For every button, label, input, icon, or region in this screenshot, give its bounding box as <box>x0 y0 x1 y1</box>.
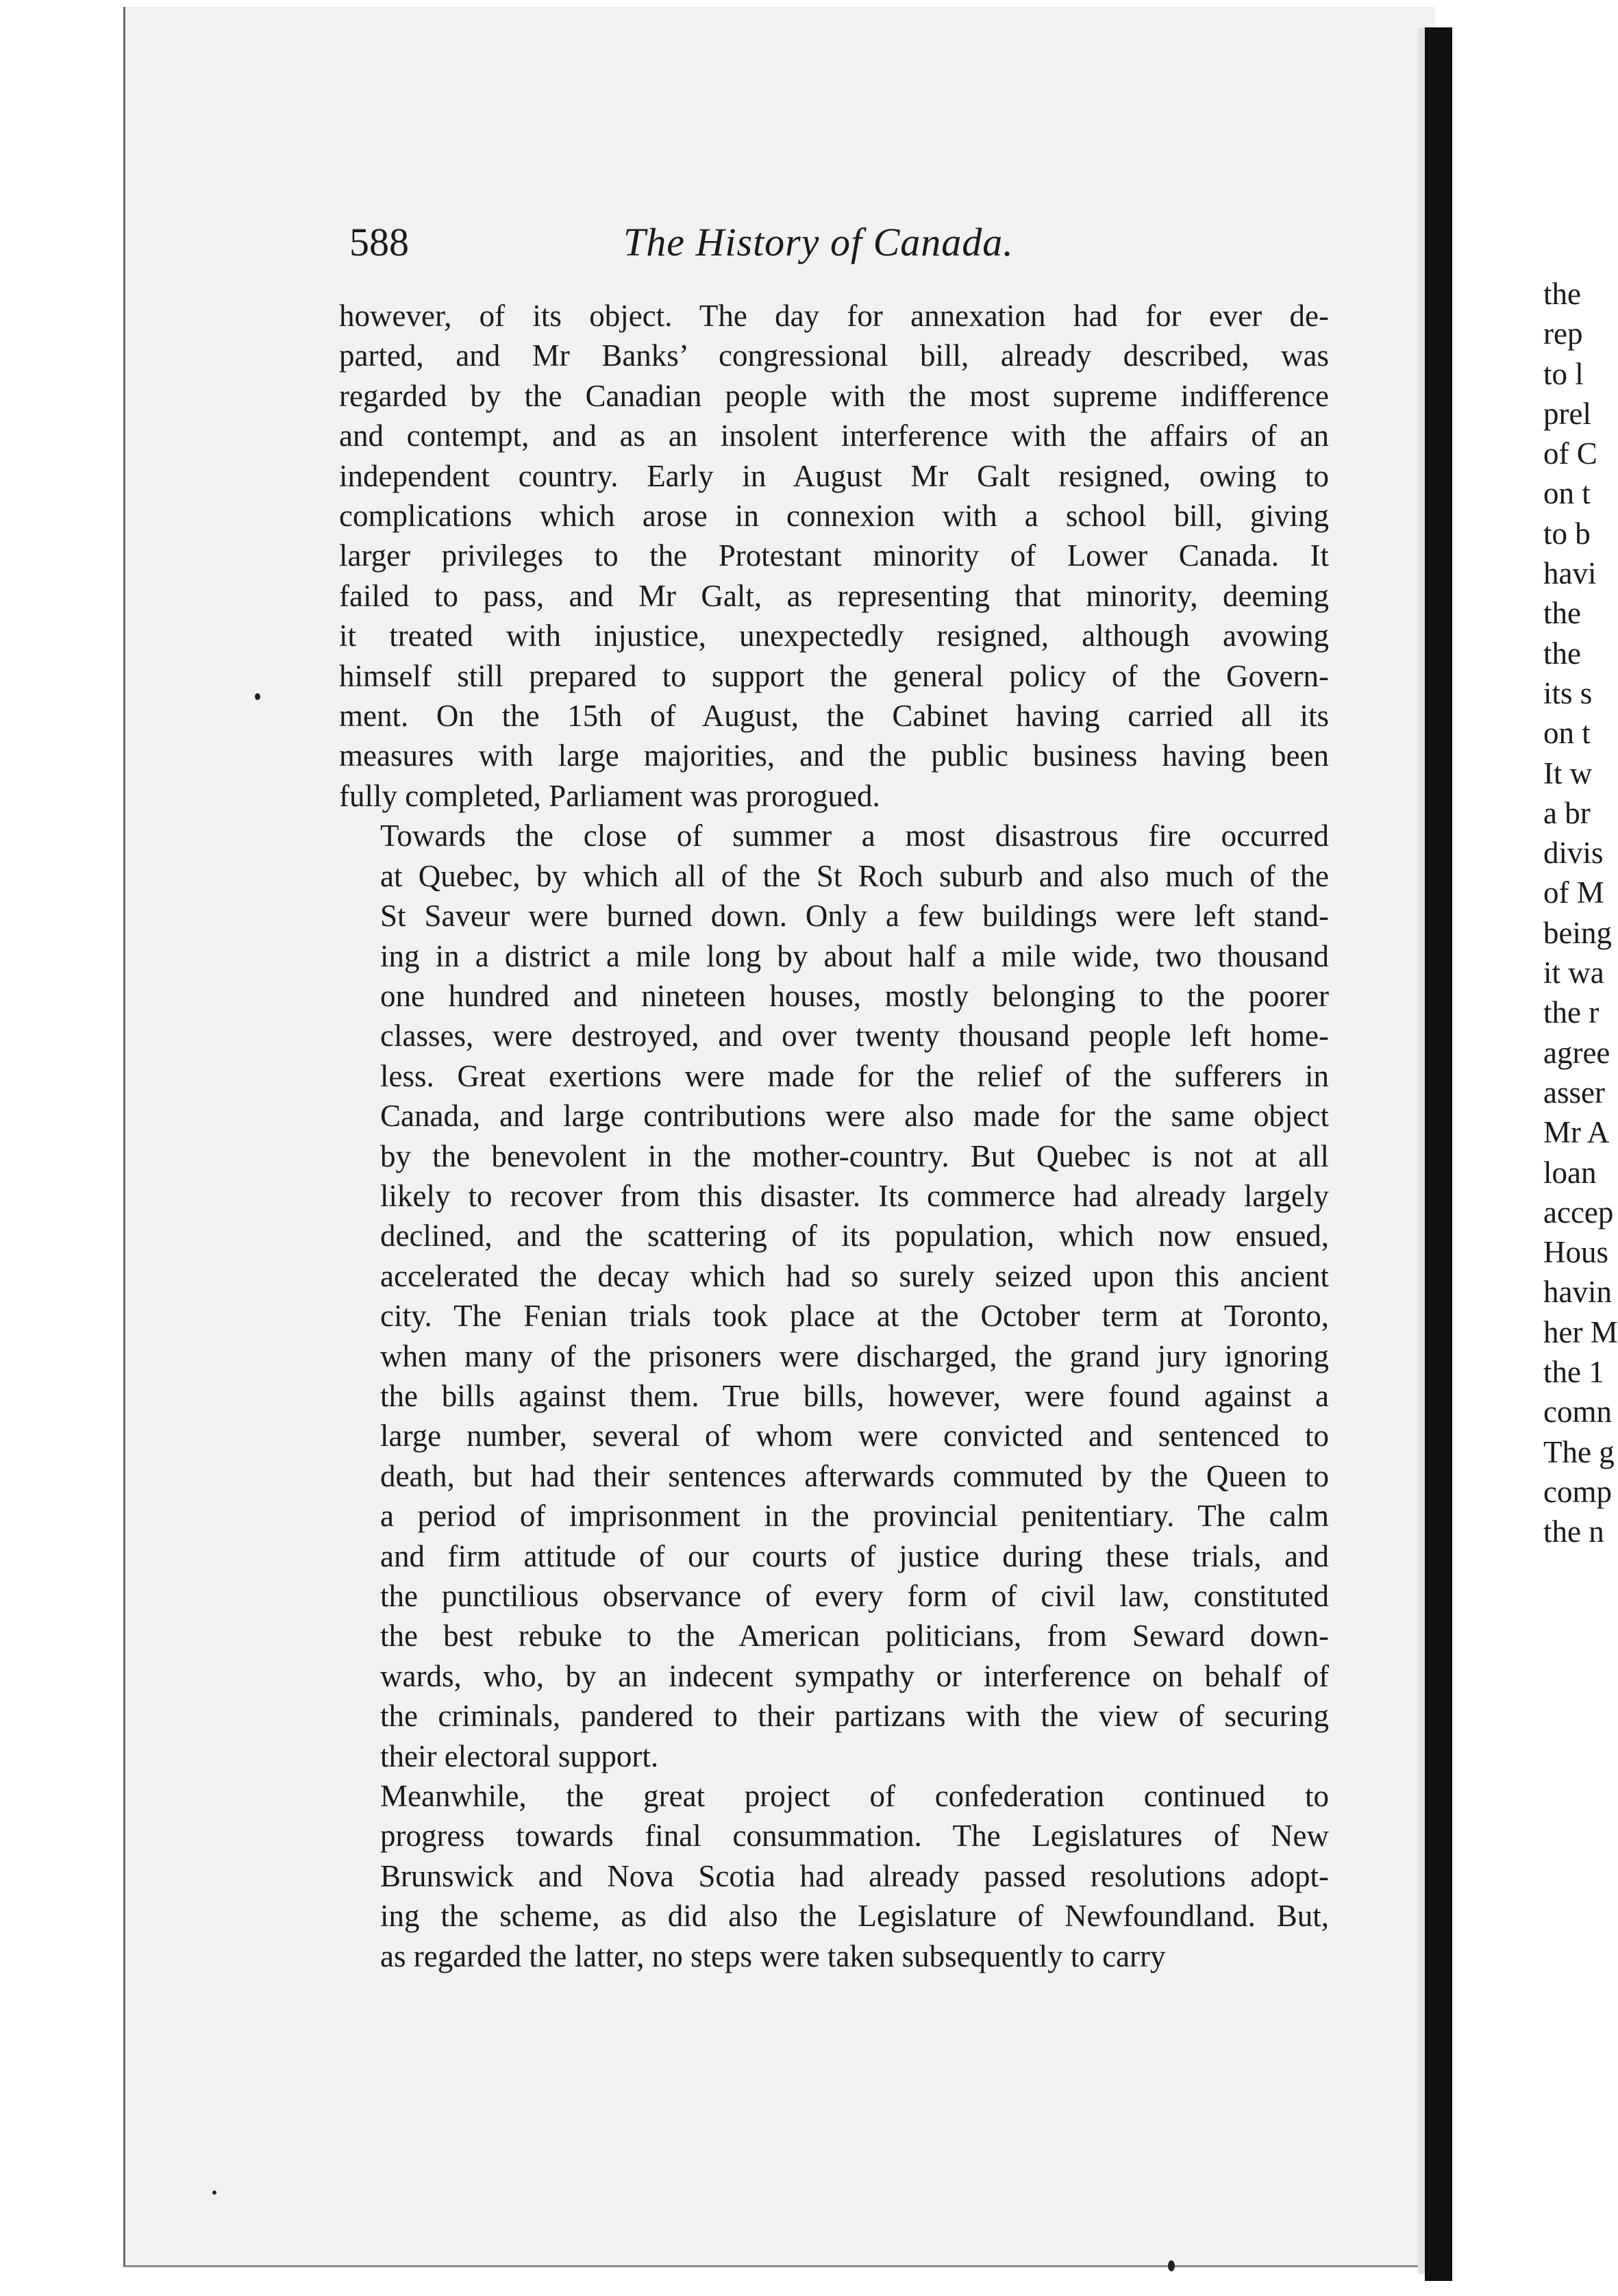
text-line: ment. On the 15th of August, the Cabinet having carried all its <box>339 699 1329 734</box>
text-line: and firm attitude of our courts of justice during these trials, and <box>380 1538 1329 1573</box>
facing-page-fragment: the 1 <box>1543 1355 1604 1390</box>
text-line: failed to pass, and Mr Galt, as representing that minority, deeming <box>339 578 1329 613</box>
facing-page-fragment: being <box>1543 915 1612 950</box>
text-line: Brunswick and Nova Scotia had already passed resolutions adopt- <box>380 1858 1329 1893</box>
text-line: the criminals, pandered to their partizans with the view of securing <box>380 1699 1329 1734</box>
paragraph <box>339 816 1329 1776</box>
text-line: fully completed, Parliament was prorogued. <box>339 778 880 813</box>
facing-page-fragment: havi <box>1543 556 1597 591</box>
facing-page-fragment: to b <box>1543 516 1591 551</box>
text-line: a period of imprisonment in the provincial penitentiary. The calm <box>380 1499 1329 1534</box>
facing-page-fragment: accep <box>1543 1195 1614 1230</box>
facing-page-fragment: comp <box>1543 1474 1612 1509</box>
paragraph <box>339 1776 1329 1976</box>
facing-page-fragment: loan <box>1543 1155 1597 1190</box>
text-line: it treated with injustice, unexpectedly resigned, although avowing <box>339 619 1329 653</box>
scan-speck <box>1168 2260 1175 2271</box>
facing-page-fragment: It w <box>1543 756 1593 790</box>
text-line: death, but had their sentences afterwards commuted by the Queen to <box>380 1458 1329 1493</box>
text-line: St Saveur were burned down. Only a few buildings were left stand- <box>380 899 1329 934</box>
running-title: The History of Canada. <box>623 220 1014 264</box>
text-line: the bills against them. True bills, however, were found against a <box>380 1378 1329 1413</box>
text-line: Canada, and large contributions were also made for the same object <box>380 1099 1329 1134</box>
text-line: classes, were destroyed, and over twenty thousand people left home- <box>380 1019 1329 1053</box>
text-line: regarded by the Canadian people with the most supreme indifference <box>339 378 1329 413</box>
scan-speck <box>212 2191 216 2195</box>
facing-page-fragment: to l <box>1543 356 1584 391</box>
facing-page-fragment: on t <box>1543 476 1591 511</box>
facing-page-fragment: asser <box>1543 1075 1605 1110</box>
page-number: 588 <box>349 220 409 264</box>
facing-page-fragment: rep <box>1543 316 1583 351</box>
text-line: ing in a district a mile long by about half a mile wide, two thousand <box>380 938 1329 973</box>
text-line: complications which arose in connexion with a school bill, giving <box>339 499 1329 534</box>
text-line: larger privileges to the Protestant minority of Lower Canada. It <box>339 538 1329 573</box>
facing-page-fragment: it wa <box>1543 956 1604 990</box>
text-line: Towards the close of summer a most disastrous fire occurred <box>380 819 1329 853</box>
facing-page-fragment: of M <box>1543 875 1604 910</box>
facing-page-fragment: the <box>1543 636 1581 671</box>
text-line: the punctilious observance of every form of civil law, constituted <box>380 1579 1329 1613</box>
facing-page-fragment: the <box>1543 277 1581 311</box>
facing-page-text-fragments <box>1543 274 1618 1552</box>
text-line: when many of the prisoners were discharged, the grand jury ignoring <box>380 1338 1329 1373</box>
text-line: measures with large majorities, and the public business having been <box>339 738 1329 773</box>
text-line: their electoral support. <box>380 1738 659 1773</box>
body-text <box>339 296 1329 1976</box>
facing-page-fragment: the <box>1543 596 1581 631</box>
text-line: by the benevolent in the mother-country. But Quebec is not at all <box>380 1138 1329 1173</box>
scan-speck <box>255 693 260 700</box>
text-line: progress towards final consummation. The Legislatures of New <box>380 1819 1329 1854</box>
facing-page-fragment: the n <box>1543 1514 1604 1549</box>
facing-page-fragment: a br <box>1543 795 1591 830</box>
book-gutter <box>1425 27 1452 2281</box>
facing-page-fragment: of C <box>1543 436 1597 471</box>
text-line: likely to recover from this disaster. Its commerce had already largely <box>380 1178 1329 1213</box>
paragraph <box>339 296 1329 816</box>
text-line: wards, who, by an indecent sympathy or interference on behalf of <box>380 1658 1329 1693</box>
text-line: himself still prepared to support the general policy of the Govern- <box>339 658 1329 693</box>
facing-page-fragment: Mr A <box>1543 1115 1610 1150</box>
page-header <box>349 219 1336 274</box>
text-line: accelerated the decay which had so surely seized upon this ancient <box>380 1258 1329 1293</box>
facing-page-fragment: divis <box>1543 836 1604 871</box>
text-line: ing the scheme, as did also the Legislature of Newfoundland. But, <box>380 1899 1329 1934</box>
text-line: the best rebuke to the American politicians, from Seward down- <box>380 1619 1329 1654</box>
facing-page-fragment: the r <box>1543 995 1600 1030</box>
facing-page-fragment: comn <box>1543 1395 1612 1430</box>
text-line: one hundred and nineteen houses, mostly belonging to the poorer <box>380 978 1329 1013</box>
text-line: at Quebec, by which all of the St Roch suburb and also much of the <box>380 858 1329 893</box>
text-line: and contempt, and as an insolent interference with the affairs of an <box>339 419 1329 453</box>
facing-page-fragment: on t <box>1543 716 1591 751</box>
text-line: as regarded the latter, no steps were taken subsequently to carry <box>380 1938 1166 1973</box>
text-line: large number, several of whom were convicted and sentenced to <box>380 1419 1329 1453</box>
facing-page-fragment: Hous <box>1543 1235 1609 1270</box>
text-line: declined, and the scattering of its population, which now ensued, <box>380 1219 1329 1253</box>
facing-page-fragment: agree <box>1543 1035 1610 1070</box>
text-line: independent country. Early in August Mr Galt resigned, owing to <box>339 458 1329 493</box>
facing-page-fragment: The g <box>1543 1434 1615 1469</box>
text-line: parted, and Mr Banks’ congressional bill, already described, was <box>339 338 1329 373</box>
text-line: however, of its object. The day for annexation had for ever de- <box>339 299 1329 333</box>
facing-page-fragment: prel <box>1543 396 1591 431</box>
facing-page-fragment: its s <box>1543 675 1593 710</box>
text-line: city. The Fenian trials took place at the October term at Toronto, <box>380 1299 1329 1334</box>
facing-page-fragment: her M <box>1543 1314 1618 1349</box>
facing-page-fragment: havin <box>1543 1275 1612 1310</box>
text-line: less. Great exertions were made for the relief of the sufferers in <box>380 1058 1329 1093</box>
text-line: Meanwhile, the great project of confederation continued to <box>380 1779 1329 1814</box>
